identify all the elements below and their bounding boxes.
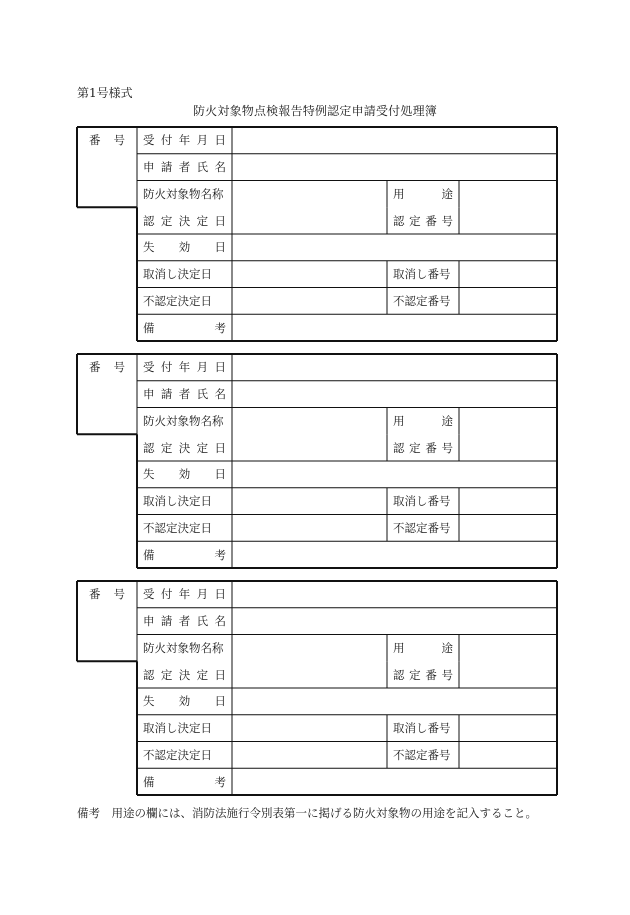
label-glyph: 日: [214, 133, 226, 148]
label-glyph: 用: [393, 413, 405, 428]
label-glyph: 途: [441, 186, 453, 201]
label-glyph: 者: [178, 614, 191, 629]
label-glyph: 者: [178, 387, 191, 402]
label-glyph: 定: [409, 667, 421, 682]
label-number: [89, 587, 125, 601]
label-glyph: 日: [214, 440, 226, 455]
label-applicant-name: [143, 614, 226, 628]
document-title: 防火対象物点検報告特例認定申請受付処理簿: [192, 104, 437, 118]
label-glyph: 効: [178, 467, 191, 482]
label-remarks: [143, 775, 226, 789]
label-glyph: 用: [393, 640, 405, 655]
label-glyph: 定: [196, 213, 209, 228]
register-block-3: [77, 581, 557, 795]
label-glyph: 付: [160, 133, 173, 148]
label-glyph: 請: [160, 160, 173, 175]
register-block-2: [77, 354, 557, 568]
label-non-certification-date: 不認定決定日: [143, 293, 212, 308]
label-glyph: 年: [178, 360, 191, 375]
register-block-1: [77, 127, 557, 341]
table-grid: [77, 127, 557, 341]
label-number: [89, 360, 125, 374]
label-glyph: 失: [143, 467, 155, 482]
label-glyph: 定: [160, 667, 173, 682]
label-glyph: 受: [143, 360, 155, 375]
label-glyph: 月: [196, 587, 209, 602]
label-glyph: 認: [393, 667, 405, 682]
table-grid: [77, 581, 557, 795]
label-glyph: 号: [113, 133, 125, 148]
label-glyph: 決: [178, 440, 191, 455]
label-glyph: 定: [409, 213, 421, 228]
label-glyph: 番: [425, 440, 437, 455]
label-glyph: 考: [214, 547, 226, 562]
label-building-name: 防火対象物名称: [143, 413, 224, 428]
form-number-label: 第1号様式: [77, 86, 133, 100]
label-cancellation-date: 取消し決定日: [143, 267, 212, 282]
label-glyph: 考: [214, 320, 226, 335]
label-certification-date: [143, 668, 226, 682]
label-glyph: 日: [214, 694, 226, 709]
label-glyph: 失: [143, 694, 155, 709]
label-glyph: 日: [214, 213, 226, 228]
label-glyph: 番: [89, 360, 101, 375]
label-glyph: 用: [393, 186, 405, 201]
label-glyph: 番: [89, 133, 101, 148]
label-glyph: 決: [178, 667, 191, 682]
label-glyph: 認: [143, 440, 155, 455]
label-expiration-date: [143, 240, 226, 254]
label-glyph: 効: [178, 694, 191, 709]
label-glyph: 認: [143, 213, 155, 228]
label-usage: [393, 187, 453, 201]
label-glyph: 定: [196, 667, 209, 682]
label-glyph: 号: [441, 667, 453, 682]
label-usage: [393, 414, 453, 428]
label-glyph: 申: [143, 387, 155, 402]
label-glyph: 定: [196, 440, 209, 455]
label-glyph: 途: [441, 413, 453, 428]
label-certification-date: [143, 441, 226, 455]
label-glyph: 氏: [196, 614, 209, 629]
label-applicant-name: [143, 160, 226, 174]
label-cancellation-number: 取消し番号: [393, 494, 451, 509]
label-glyph: 名: [214, 614, 226, 629]
label-glyph: 年: [178, 587, 191, 602]
label-glyph: 名: [214, 387, 226, 402]
label-glyph: 備: [143, 547, 155, 562]
label-glyph: 認: [393, 440, 405, 455]
label-received-date: [143, 360, 226, 374]
label-building-name: 防火対象物名称: [143, 186, 224, 201]
label-expiration-date: [143, 467, 226, 481]
label-cancellation-number: 取消し番号: [393, 721, 451, 736]
label-glyph: 番: [89, 587, 101, 602]
label-glyph: 申: [143, 614, 155, 629]
label-expiration-date: [143, 694, 226, 708]
label-glyph: 認: [143, 667, 155, 682]
label-remarks: [143, 321, 226, 335]
label-non-certification-date: 不認定決定日: [143, 747, 212, 762]
label-glyph: 定: [409, 440, 421, 455]
label-glyph: 日: [214, 587, 226, 602]
label-certification-number: [393, 214, 453, 228]
label-glyph: 効: [178, 240, 191, 255]
label-glyph: 日: [214, 667, 226, 682]
label-glyph: 月: [196, 133, 209, 148]
label-glyph: 定: [160, 213, 173, 228]
label-remarks: [143, 548, 226, 562]
label-applicant-name: [143, 387, 226, 401]
label-non-certification-number: 不認定番号: [393, 747, 451, 762]
label-glyph: 氏: [196, 387, 209, 402]
label-glyph: 受: [143, 133, 155, 148]
label-glyph: 日: [214, 467, 226, 482]
label-glyph: 番: [425, 667, 437, 682]
label-glyph: 認: [393, 213, 405, 228]
label-glyph: 備: [143, 320, 155, 335]
label-non-certification-number: 不認定番号: [393, 520, 451, 535]
label-glyph: 定: [160, 440, 173, 455]
label-glyph: 付: [160, 360, 173, 375]
label-glyph: 名: [214, 160, 226, 175]
label-non-certification-date: 不認定決定日: [143, 520, 212, 535]
label-glyph: 失: [143, 240, 155, 255]
label-glyph: 決: [178, 213, 191, 228]
label-glyph: 備: [143, 774, 155, 789]
label-glyph: 請: [160, 387, 173, 402]
label-certification-number: [393, 668, 453, 682]
label-cancellation-date: 取消し決定日: [143, 494, 212, 509]
label-glyph: 号: [441, 213, 453, 228]
label-glyph: 考: [214, 774, 226, 789]
label-glyph: 号: [441, 440, 453, 455]
label-glyph: 年: [178, 133, 191, 148]
label-glyph: 申: [143, 160, 155, 175]
label-cancellation-number: 取消し番号: [393, 267, 451, 282]
label-certification-date: [143, 214, 226, 228]
footnote: 備考 用途の欄には、消防法施行令別表第一に掲げる防火対象物の用途を記入すること。: [77, 806, 537, 820]
label-glyph: 請: [160, 614, 173, 629]
label-glyph: 氏: [196, 160, 209, 175]
label-glyph: 番: [425, 213, 437, 228]
table-grid: [77, 354, 557, 568]
label-glyph: 号: [113, 360, 125, 375]
label-glyph: 途: [441, 640, 453, 655]
label-glyph: 日: [214, 240, 226, 255]
label-received-date: [143, 133, 226, 147]
label-received-date: [143, 587, 226, 601]
label-number: [89, 133, 125, 147]
label-glyph: 受: [143, 587, 155, 602]
label-glyph: 付: [160, 587, 173, 602]
label-cancellation-date: 取消し決定日: [143, 721, 212, 736]
label-usage: [393, 641, 453, 655]
label-glyph: 月: [196, 360, 209, 375]
label-non-certification-number: 不認定番号: [393, 293, 451, 308]
label-glyph: 日: [214, 360, 226, 375]
label-glyph: 者: [178, 160, 191, 175]
label-certification-number: [393, 441, 453, 455]
label-building-name: 防火対象物名称: [143, 640, 224, 655]
label-glyph: 号: [113, 587, 125, 602]
